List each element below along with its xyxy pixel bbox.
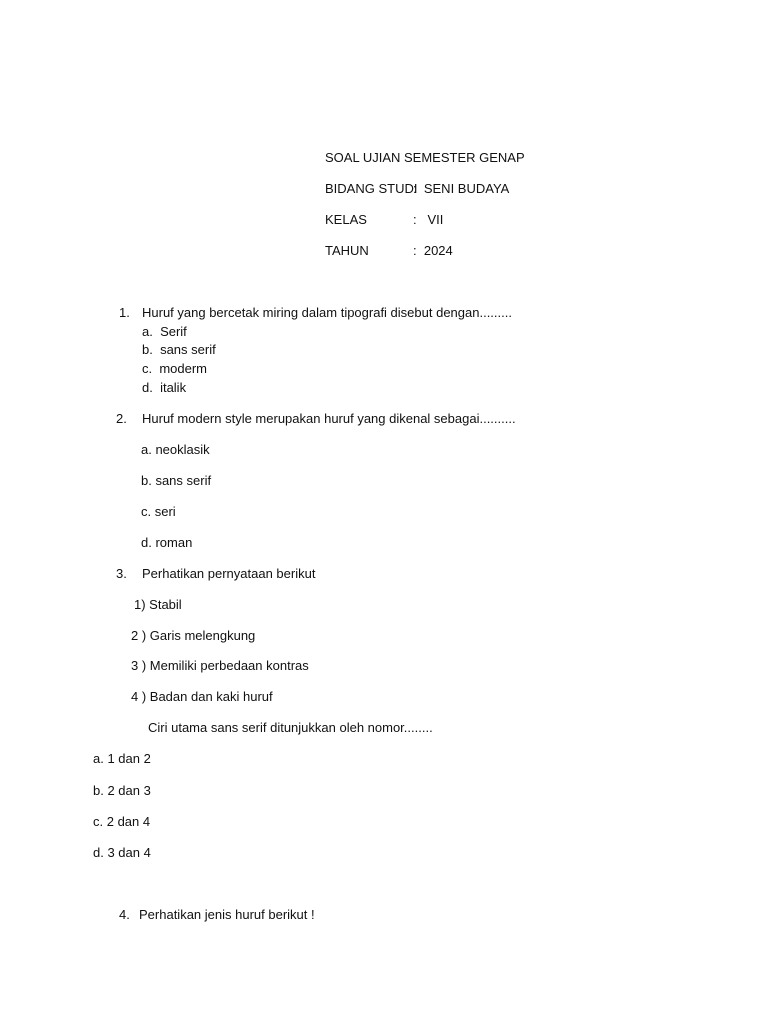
option-b: b. sans serif xyxy=(141,473,212,488)
question-text: Perhatikan pernyataan berikut xyxy=(142,566,316,581)
option-c: c. seri xyxy=(141,504,176,519)
option-a: a. 1 dan 2 xyxy=(93,751,151,766)
question-text: Perhatikan jenis huruf berikut ! xyxy=(139,907,315,922)
subject-label: BIDANG STUDI xyxy=(325,181,418,196)
question-number: 3. xyxy=(116,566,127,581)
statement-1: 1) Stabil xyxy=(134,597,182,612)
option-c: c. 2 dan 4 xyxy=(93,814,151,829)
class-value: : VII xyxy=(413,212,444,227)
statement-4: 4 ) Badan dan kaki huruf xyxy=(131,689,273,704)
class-label: KELAS xyxy=(325,212,367,227)
year-value: : 2024 xyxy=(413,243,453,258)
option-b: b. sans serif xyxy=(142,342,216,357)
statement-3: 3 ) Memiliki perbedaan kontras xyxy=(131,658,309,673)
option-a: a. neoklasik xyxy=(141,442,210,457)
option-d: d. 3 dan 4 xyxy=(93,845,151,860)
option-c: c. moderm xyxy=(142,361,208,376)
question-text: Huruf modern style merupakan huruf yang dikenal sebagai.......... xyxy=(142,411,516,426)
question-number: 1. xyxy=(119,305,130,320)
subject-value: : SENI BUDAYA xyxy=(413,181,510,196)
exam-title: SOAL UJIAN SEMESTER GENAP xyxy=(325,150,525,165)
question-text: Huruf yang bercetak miring dalam tipografi disebut dengan......... xyxy=(142,305,512,320)
option-b: b. 2 dan 3 xyxy=(93,783,151,798)
option-a: a. Serif xyxy=(142,324,187,339)
question-number: 2. xyxy=(116,411,127,426)
question-number: 4. xyxy=(119,907,130,922)
option-d: d. roman xyxy=(141,535,193,550)
year-label: TAHUN xyxy=(325,243,369,258)
option-d: d. italik xyxy=(142,380,187,395)
statement-2: 2 ) Garis melengkung xyxy=(131,628,256,643)
question-prompt: Ciri utama sans serif ditunjukkan oleh nomor........ xyxy=(148,720,433,735)
